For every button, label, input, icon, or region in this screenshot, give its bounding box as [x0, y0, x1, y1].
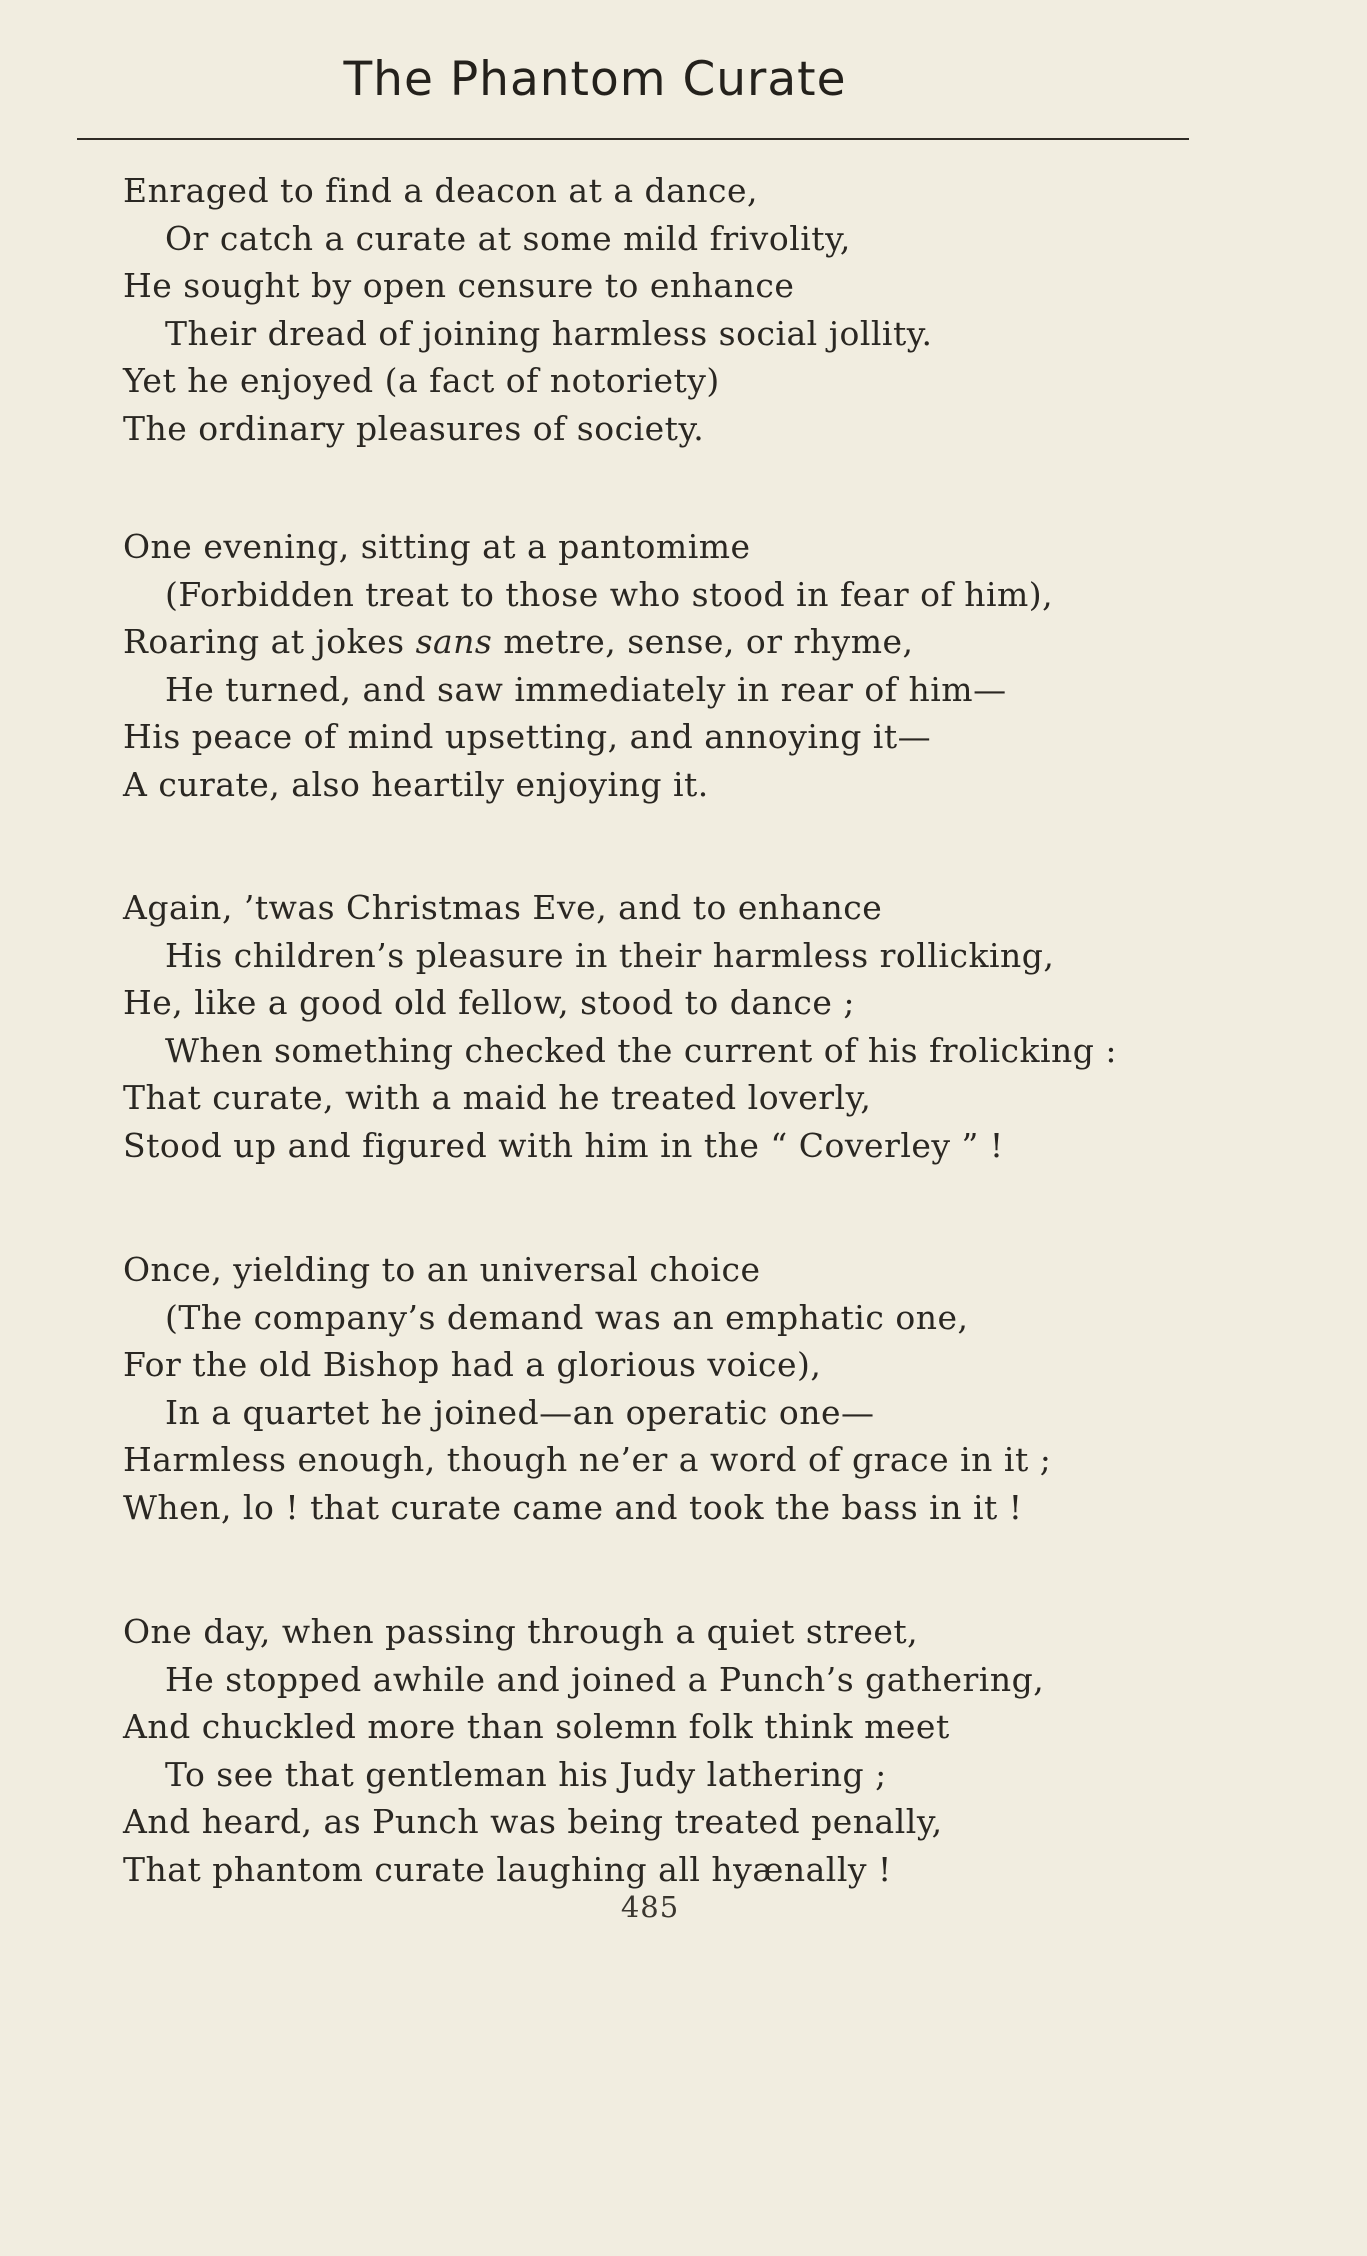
- stanza-5: [123, 1608, 1044, 1893]
- poem-line: Or catch a curate at some mild frivolity,: [165, 218, 851, 258]
- poem-line: He turned, and saw immediately in rear of him—: [165, 669, 1007, 709]
- stanza-4: [123, 1246, 1051, 1531]
- poem-line: The ordinary pleasures of society.: [123, 408, 705, 448]
- poem-line: Harmless enough, though ne’er a word of grace in it ;: [123, 1440, 1052, 1479]
- italic-word: sans: [415, 622, 493, 661]
- running-title: The Phantom Curate: [343, 52, 847, 107]
- poem-line: [123, 618, 1053, 666]
- poem-line: He sought by open censure to enhance: [123, 266, 795, 305]
- poem-line: In a quartet he joined—an operatic one—: [165, 1392, 875, 1432]
- poem-line: When, lo ! that curate came and took the bass in it !: [123, 1487, 1023, 1527]
- poem-line: And heard, as Punch was being treated penally,: [123, 1802, 943, 1841]
- poem-line: Again, ’twas Christmas Eve, and to enhance: [123, 888, 883, 927]
- poem-line: One evening, sitting at a pantomime: [123, 527, 751, 566]
- poem-line: Yet he enjoyed (a fact of notoriety): [123, 361, 720, 400]
- poem-line: That curate, with a maid he treated loverly,: [123, 1078, 872, 1117]
- poem-line: His peace of mind upsetting, and annoying it—: [123, 717, 932, 756]
- poem-line: (The company’s demand was an emphatic one,: [165, 1297, 969, 1337]
- page-number: 485: [620, 1890, 680, 1924]
- poem-line: A curate, also heartily enjoying it.: [123, 764, 709, 804]
- poem-line: Their dread of joining harmless social jollity.: [165, 313, 933, 353]
- stanza-1: [123, 167, 933, 452]
- poem-line: He, like a good old fellow, stood to dance ;: [123, 983, 855, 1022]
- poem-line: For the old Bishop had a glorious voice),: [123, 1345, 822, 1384]
- poem-line: Once, yielding to an universal choice: [123, 1250, 761, 1289]
- poem-line: (Forbidden treat to those who stood in fear of him),: [165, 574, 1054, 614]
- poem-line-text: Roaring at jokes: [123, 622, 416, 661]
- poem-line: To see that gentleman his Judy lathering ;: [165, 1754, 887, 1794]
- poem-line: Stood up and figured with him in the “ Coverley ” !: [123, 1125, 1004, 1165]
- poem-line: One day, when passing through a quiet street,: [123, 1612, 919, 1651]
- header-rule: [77, 138, 1189, 140]
- poem-line: When something checked the current of his frolicking :: [165, 1030, 1118, 1070]
- poem-line: That phantom curate laughing all hyænally !: [123, 1849, 892, 1889]
- stanza-2: [123, 523, 1053, 808]
- stanza-3: [123, 884, 1117, 1169]
- poem-line-text: metre, sense, or rhyme,: [492, 622, 914, 661]
- poem-line: And chuckled more than solemn folk think meet: [123, 1707, 950, 1746]
- poem-line: Enraged to find a deacon at a dance,: [123, 171, 759, 210]
- poem-line: His children’s pleasure in their harmless rollicking,: [165, 935, 1055, 975]
- poem-line: He stopped awhile and joined a Punch’s gathering,: [165, 1659, 1045, 1699]
